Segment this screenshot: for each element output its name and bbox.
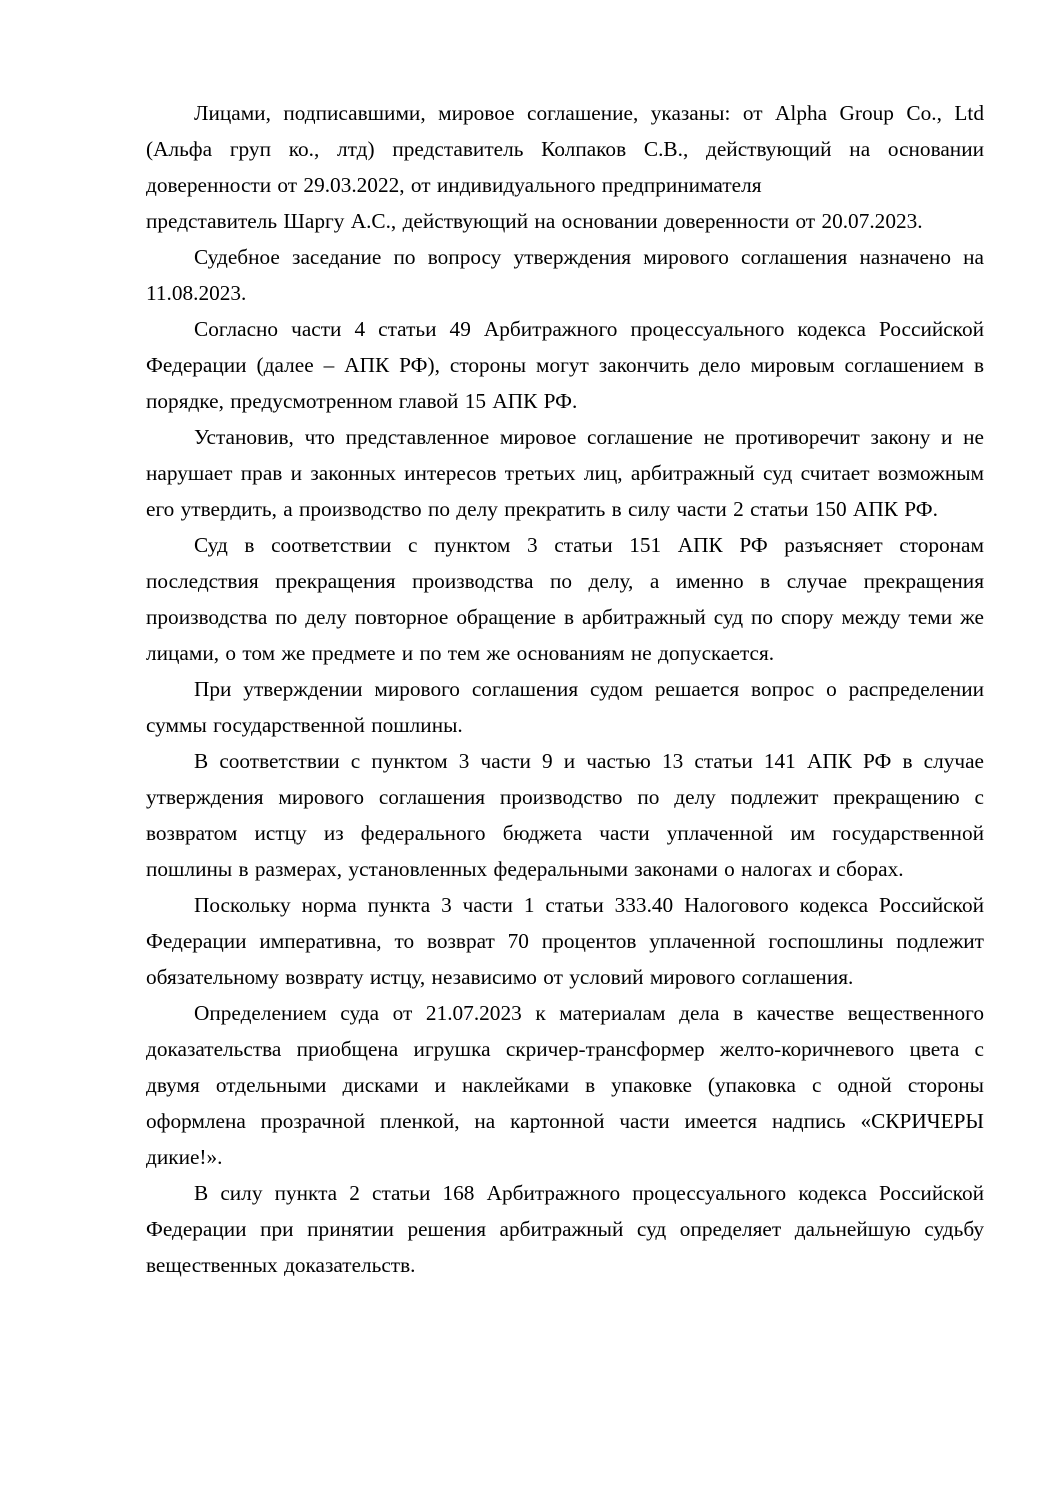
paragraph: Поскольку норма пункта 3 части 1 статьи 333.40 Налогового кодекса Российской Федерации императивна, то возврат 70 процентов уплаченной госпошлины подлежит обязательному возврату истцу, независимо от условий мирового соглашения. bbox=[146, 893, 984, 989]
paragraph: В соответствии с пунктом 3 части 9 и частью 13 статьи 141 АПК РФ в случае утверждения мирового соглашения производство по делу подлежит прекращению с возвратом истцу из федерального бюджета части уплаченной им государственной пошлины в размерах, установленных федеральными законами о налогах и сборах. bbox=[146, 749, 984, 881]
paragraph-segment: представитель Шаргу А.С., действующий на основании доверенности от 20.07.2023. bbox=[146, 209, 923, 233]
paragraph: Суд в соответствии с пунктом 3 статьи 151 АПК РФ разъясняет сторонам последствия прекращения производства по делу, а именно в случае прекращения производства по делу повторное обращение в арбитражный суд по спору между теми же лицами, о том же предмете и по тем же основаниям не допускается. bbox=[146, 533, 984, 665]
paragraph-segment: Лицами, подписавшими, мировое соглашение, указаны: от Alpha Group Co., Ltd (Альфа груп ко., лтд) представитель Колпаков С.В., действующий на основании доверенности от 29.03.2022, от индивидуального предпринимателя bbox=[146, 101, 984, 197]
paragraph: Судебное заседание по вопросу утверждения мирового соглашения назначено на 11.08.2023. bbox=[146, 245, 984, 305]
document-text-block bbox=[146, 95, 984, 1283]
paragraph: Согласно части 4 статьи 49 Арбитражного процессуального кодекса Российской Федерации (далее – АПК РФ), стороны могут закончить дело мировым соглашением в порядке, предусмотренном главой 15 АПК РФ. bbox=[146, 317, 984, 413]
paragraph: При утверждении мирового соглашения судом решается вопрос о распределении суммы государственной пошлины. bbox=[146, 677, 984, 737]
paragraph: Определением суда от 21.07.2023 к материалам дела в качестве вещественного доказательства приобщена игрушка скричер-трансформер желто-коричневого цвета с двумя отдельными дисками и наклейками в упаковке (упаковка с одной стороны оформлена прозрачной пленкой, на картонной части имеется надпись «СКРИЧЕРЫ дикие!». bbox=[146, 1001, 984, 1169]
paragraph bbox=[146, 95, 984, 239]
paragraph: В силу пункта 2 статьи 168 Арбитражного процессуального кодекса Российской Федерации при принятии решения арбитражный суд определяет дальнейшую судьбу вещественных доказательств. bbox=[146, 1181, 984, 1277]
paragraph: Установив, что представленное мировое соглашение не противоречит закону и не нарушает прав и законных интересов третьих лиц, арбитражный суд считает возможным его утвердить, а производство по делу прекратить в силу части 2 статьи 150 АПК РФ. bbox=[146, 425, 984, 521]
